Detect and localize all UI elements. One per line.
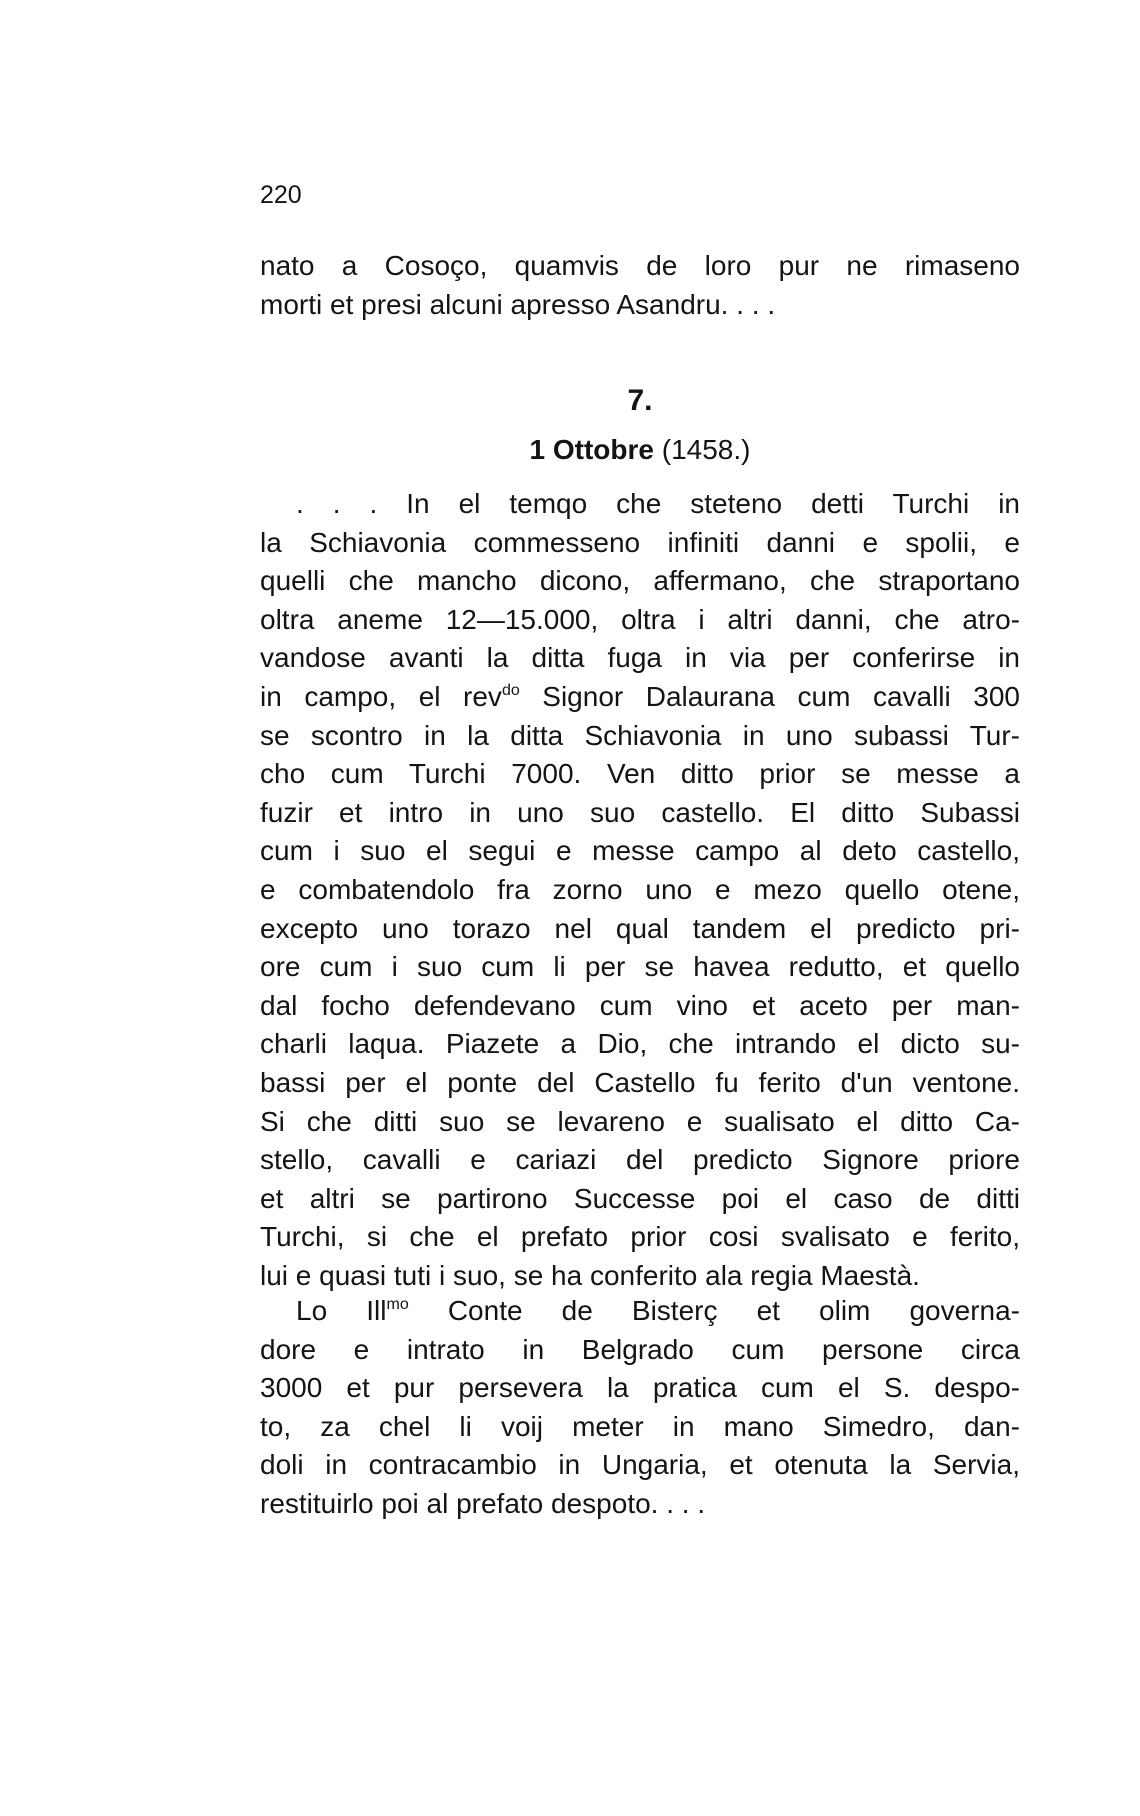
text-line: se scontro in la ditta Schiavonia in uno subassi Tur- — [260, 719, 1020, 751]
text-fragment: in campo, el rev — [260, 680, 502, 712]
section-number: 7. — [627, 384, 653, 417]
section-date-day: 1 Ottobre — [529, 434, 654, 465]
text-line: 3000 et pur persevera la pratica cum el S. despo- — [260, 1372, 1020, 1404]
text-line: to, za chel li voij meter in mano Simedro, dan- — [260, 1410, 1020, 1442]
page-number: 220 — [260, 181, 302, 209]
text-line: charli laqua. Piazete a Dio, che intrando el dicto su- — [260, 1028, 1020, 1060]
text-fragment: Lo Ill — [296, 1295, 387, 1326]
text-line: dore e intrato in Belgrado cum persone circa — [260, 1333, 1020, 1365]
text-line: e combatendolo fra zorno uno e mezo quello otene, — [260, 873, 1020, 905]
text-line: ore cum i suo cum li per se havea redutto, et quello — [260, 951, 1020, 983]
superscript: mo — [386, 1296, 409, 1313]
intro-paragraph — [260, 247, 1020, 324]
text-line: bassi per el ponte del Castello fu ferito d'un ventone. — [260, 1066, 1020, 1098]
text-line: stello, cavalli e cariazi del predicto Signore priore — [260, 1144, 1020, 1176]
text-line — [260, 1292, 1020, 1331]
text-line: morti et presi alcuni apresso Asandru. . . . — [260, 288, 776, 320]
text-line: excepto uno torazo nel qual tandem el predicto pri- — [260, 912, 1020, 944]
superscript: do — [501, 681, 520, 699]
text-line: lui e quasi tuti i suo, se ha conferito ala regia Maestà. — [260, 1259, 920, 1291]
text-line: quelli che mancho dicono, affermano, che straportano — [260, 565, 1020, 597]
section-date — [0, 432, 1140, 468]
text-line: restituirlo poi al prefato despoto. . . . — [260, 1487, 706, 1519]
text-line: . . . In el temqo che steteno detti Turchi in — [296, 488, 1020, 519]
paragraph-2 — [260, 1292, 1020, 1524]
section-date-year: (1458.) — [653, 434, 751, 465]
text-line: et altri se partirono Successe poi el caso de ditti — [260, 1182, 1020, 1214]
text-line: vandose avanti la ditta fuga in via per conferirse in — [260, 642, 1020, 674]
text-line: la Schiavonia commesseno infiniti danni e spolii, e — [260, 526, 1020, 558]
text-line: cho cum Turchi 7000. Ven ditto prior se messe a — [260, 758, 1020, 790]
text-fragment: Conte de Bisterç et olim governa- — [408, 1295, 1020, 1326]
text-line: Si che ditti suo se levareno e sualisato el ditto Ca- — [260, 1105, 1020, 1137]
text-line: Turchi, si che el prefato prior cosi svalisato e ferito, — [260, 1221, 1020, 1253]
paragraph-1 — [260, 485, 1020, 1295]
text-fragment: Signor Dalaurana cum cavalli 300 — [519, 680, 1021, 712]
text-line — [260, 678, 1020, 717]
text-line: doli in contracambio in Ungaria, et otenuta la Servia, — [260, 1449, 1020, 1481]
text-line: oltra aneme 12—15.000, oltra i altri danni, che atro- — [260, 603, 1020, 635]
text-line: nato a Cosoço, quamvis de loro pur ne rimaseno — [260, 250, 1020, 281]
text-line: dal focho defendevano cum vino et aceto per man- — [260, 989, 1020, 1021]
text-line: fuzir et intro in uno suo castello. El ditto Subassi — [260, 796, 1020, 828]
text-line: cum i suo el segui e messe campo al deto castello, — [260, 835, 1020, 867]
